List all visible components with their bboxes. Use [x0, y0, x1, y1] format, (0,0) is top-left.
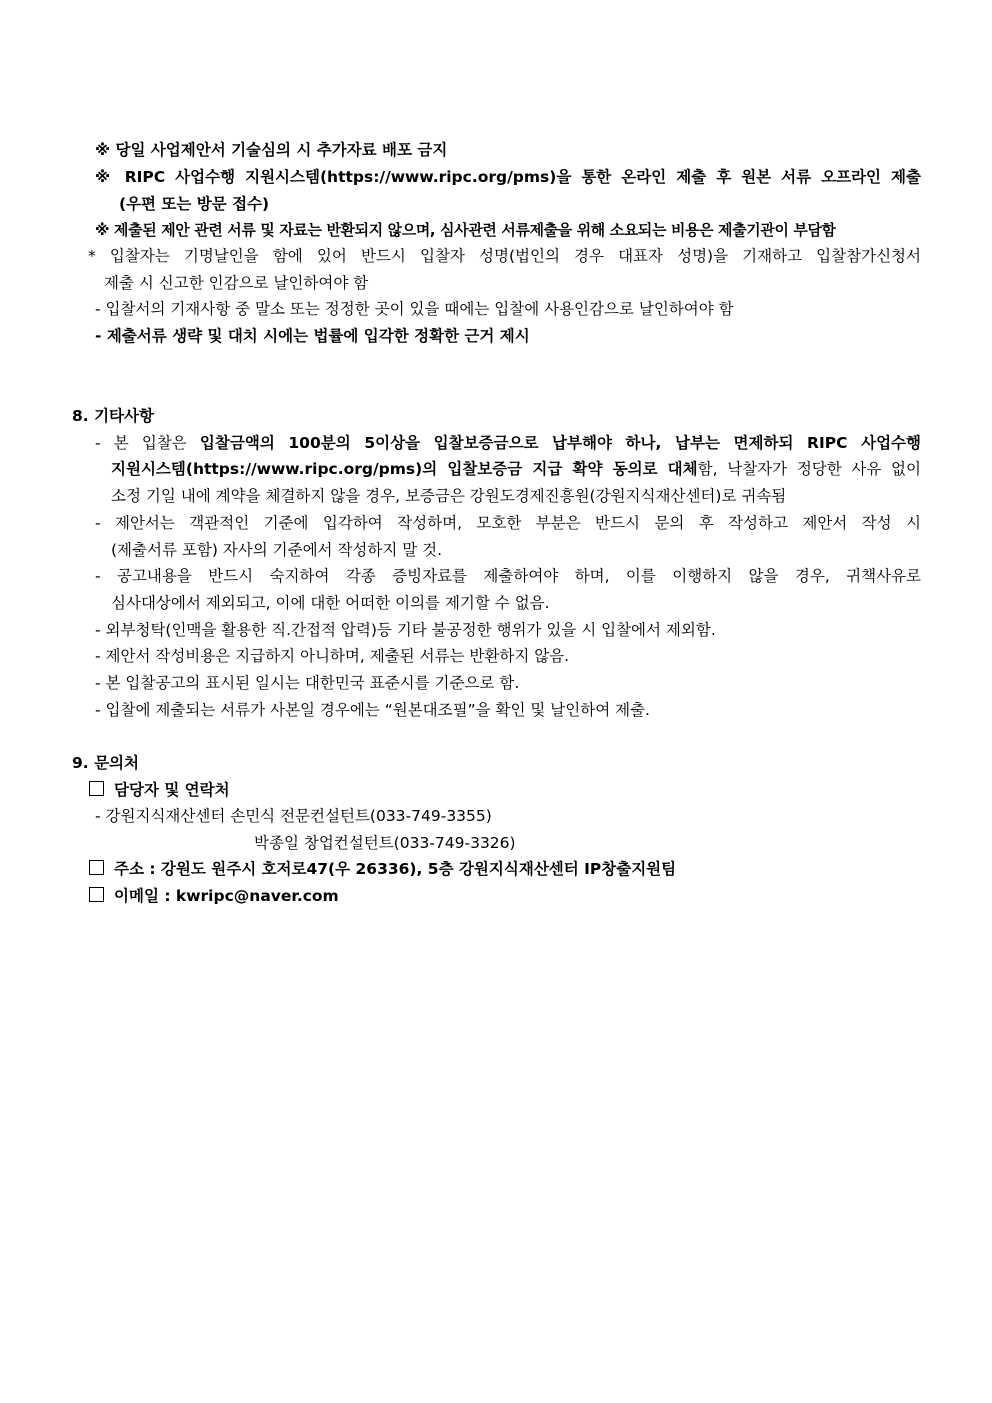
contact-1: - 강원지식재산센터 손민식 전문컨설턴트(033-749-3355) [95, 807, 492, 825]
section-8-item-6: - 본 입찰공고의 표시된 일시는 대한민국 표준시를 기준으로 함. [95, 674, 520, 692]
checkbox-square-icon [89, 781, 104, 796]
address-line [89, 858, 676, 880]
note-legal-basis: - 제출서류 생략 및 대치 시에는 법률에 입각한 정확한 근거 제시 [95, 327, 530, 345]
section-8-title: 8. 기타사항 [72, 407, 154, 425]
note-seal-cont: 제출 시 신고한 인감으로 날인하여야 함 [104, 274, 369, 292]
address-text: 주소 : 강원도 원주시 호저로47(우 26336), 5층 강원지식재산센터 IP창출지원팀 [114, 860, 677, 878]
note-correction: - 입찰서의 기재사항 중 말소 또는 정정한 곳이 있을 때에는 입찰에 사용인감으로 날인하여야 함 [95, 300, 734, 318]
section-8-item-1b-rest: 함, 낙찰자가 정당한 사유 없이 [697, 460, 922, 478]
section-8-item-5: - 제안서 작성비용은 지급하지 아니하며, 제출된 서류는 반환하지 않음. [95, 647, 570, 665]
contact-2: 박종일 창업컨설턴트(033-749-3326) [254, 834, 516, 852]
section-8-item-2-line-2: (제출서류 포함) 자사의 기준에서 작성하지 말 것. [111, 541, 443, 559]
contact-heading-label: 담당자 및 연락처 [114, 781, 230, 799]
email-line [89, 885, 339, 907]
section-8-item-3-line-2: 심사대상에서 제외되고, 이에 대한 어떠한 이의를 제기할 수 없음. [111, 594, 550, 612]
contact-heading [89, 779, 230, 801]
note-no-extra-materials: ※ 당일 사업제안서 기술심의 시 추가자료 배포 금지 [95, 141, 448, 159]
checkbox-square-icon [89, 887, 104, 902]
section-8-item-4: - 외부청탁(인맥을 활용한 직.간접적 압력)등 기타 불공정한 행위가 있을 시 입찰에서 제외함. [95, 621, 716, 639]
section-8-item-1-prefix: - 본 입찰은 [95, 434, 200, 452]
section-8-item-1-line-2 [111, 458, 921, 480]
section-8-item-7: - 입찰에 제출되는 서류가 사본일 경우에는 “원본대조필”을 확인 및 날인하여 제출. [95, 701, 650, 719]
note-online-submission: ※ RIPC 사업수행 지원시스템(https://www.ripc.org/pms)을 통한 온라인 제출 후 원본 서류 오프라인 제출 [95, 168, 921, 186]
email-text: 이메일 : kwripc@naver.com [114, 887, 339, 905]
section-8-item-1b-bold: 지원시스템(https://www.ripc.org/pms)의 입찰보증금 지급 확약 동의로 대체 [111, 460, 698, 478]
section-8-item-1-bold: 입찰금액의 100분의 5이상을 입찰보증금으로 납부해야 하나, 납부는 면제하되 RIPC 사업수행 [199, 434, 921, 452]
note-online-submission-cont: (우편 또는 방문 접수) [119, 195, 270, 213]
checkbox-square-icon [89, 860, 104, 875]
section-8-item-1-line-3: 소정 기일 내에 계약을 체결하지 않을 경우, 보증금은 강원도경제진흥원(강원지식재산센터)로 귀속됨 [111, 487, 787, 505]
note-no-return: ※ 제출된 제안 관련 서류 및 자료는 반환되지 않으며, 심사관련 서류제출을 위해 소요되는 비용은 제출기관이 부담함 [95, 221, 836, 239]
note-seal: * 입찰자는 기명날인을 함에 있어 반드시 입찰자 성명(법인의 경우 대표자 성명)을 기재하고 입찰참가신청서 [88, 247, 921, 265]
section-8-item-1 [95, 432, 921, 454]
section-8-item-2: - 제안서는 객관적인 기준에 입각하여 작성하며, 모호한 부분은 반드시 문의 후 작성하고 제안서 작성 시 [95, 514, 921, 532]
section-9-title: 9. 문의처 [72, 754, 139, 772]
section-8-item-3: - 공고내용을 반드시 숙지하여 각종 증빙자료를 제출하여야 하며, 이를 이행하지 않을 경우, 귀책사유로 [95, 567, 921, 585]
